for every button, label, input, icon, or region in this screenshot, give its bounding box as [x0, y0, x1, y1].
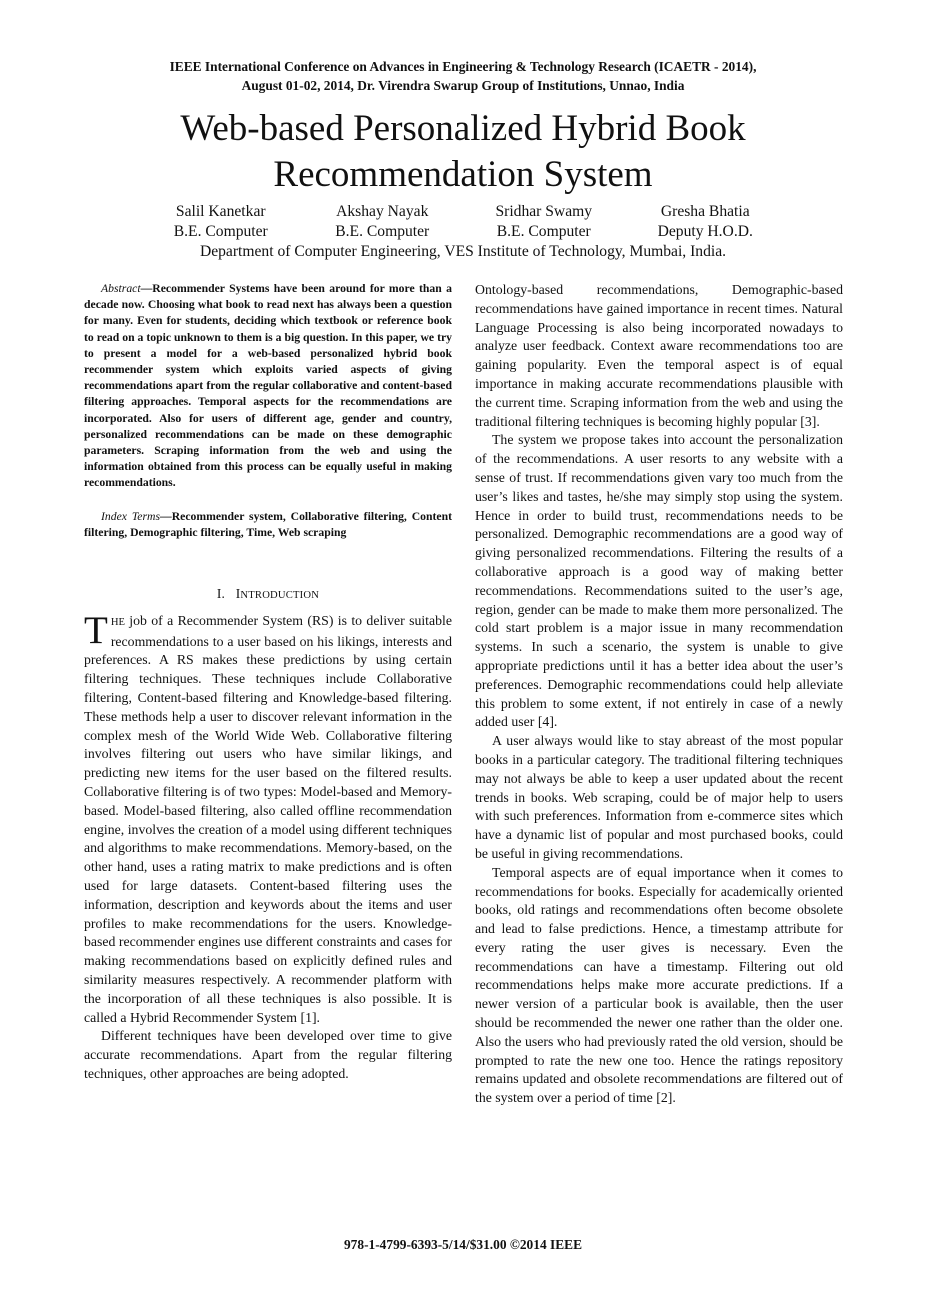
right-paragraph-2: The system we propose takes into account the personalization of the recommendations. A user resorts to any website with a sense of trust. If recommendations given vary too much from the user’s likes and tastes, he/she may simply stop using the system. Hence in order to build trust, recommendations needs to be personalized. Demographic recommendations are a good way of giving personalized recommendations. Filtering the results of a collaborative approach is a good way of making better recommendations. Recommendations suited to the user’s age, region, gender can be made to make them more personalized. The cold start problem is a major issue in many recommendation systems. In such a scenario, the system is unable to give appropriate predictions until it has a better idea about the user’s preferences. Demographic recommendations could help alleviate this problem to some extent, if not entirely in case of a newly added user [4].: [475, 432, 843, 730]
right-paragraph-3: A user always would like to stay abreast of the most popular books in a particular category. The traditional filtering techniques may not always be able to keep a user updated about the recent trends in books. Web scraping, could be of major help to users with such preferences. Information from e-commerce sites which have a dynamic list of popular and most purchased books, could be useful in giving recommendations.: [475, 733, 843, 861]
author-role: B.E. Computer: [496, 223, 591, 240]
drop-cap-smallcaps: HE: [110, 616, 125, 628]
author-block: [625, 202, 787, 242]
right-paragraph-4: Temporal aspects are of equal importance when it comes to recommendations for books. Especially for academically oriented books, old ratings and recommendations often become obsolete and lead to false predictions. Hence, a timestamp attribute for every rating the user gives is necessary. Even the recommendations can have a timestamp. Filtering out old recommendations helps make more accurate predictions. If a newer version of a particular book is available, then the user should be recommended the newer one rather than the older one. Also the users who had previously rated the old version, should be prompted to rate the new one too. Hence the ratings repository remains updated and obsolete recommendations are filtered out of the system over a period of time [2].: [475, 864, 843, 1106]
conference-line-1: IEEE International Conference on Advances in Engineering & Technology Research (ICAETR - 2014),: [169, 59, 757, 74]
index-terms: [84, 509, 452, 541]
right-column: [475, 281, 843, 1108]
section-number: I.: [216, 586, 226, 602]
abstract-label: Abstract: [101, 282, 141, 295]
abstract-dash: —: [140, 282, 153, 295]
conference-header: [60, 57, 866, 95]
index-terms-label: Index Terms: [101, 509, 160, 523]
abstract: [84, 281, 452, 492]
paper-title: [60, 106, 866, 198]
affiliation: Department of Computer Engineering, VES Institute of Technology, Mumbai, India.: [199, 243, 727, 260]
abstract-text: Recommender Systems have been around for more than a decade now. Choosing what book to read next has always been a question for many. Even for students, deciding which textbook or reference book to read on a topic unknown to them is a big question. In this paper, we try to present a model for a web-based personalized hybrid book recommender system which exploits varied aspects of giving recommendations apart from the regular collaborative and content-based filtering approaches. Temporal aspects for the recommendations are incorporated. Also for users of different age, gender and country, personalized recommendations can be made on these demographic parameters. Scraping information from the web and using the information obtained from this process can be equally useful in making recommendations.: [84, 282, 452, 490]
author-name: Gresha Bhatia: [660, 203, 750, 220]
section-title-initial: I: [235, 586, 241, 602]
intro-p1-text: job of a Recommender System (RS) is to deliver suitable recommendations to a user based on his likings, interests and preferences. A RS makes these predictions by using certain filtering techniques. These techniques include Collaborative filtering, Content-based filtering and Knowledge-based filtering. These methods help a user to discover relevant information in the complex mesh of the World Wide Web. Collaborative filtering involves filtering out users who have similar likings, and predicting new items for the user based on the filtered results. Collaborative filtering is of two types: Model-based and Memory-based. Model-based filtering, also called offline recommendation engine, involves the creation of a model using different techniques and algorithms to make recommendations. Memory-based, on the other hand, uses a rating matrix to make predictions and is often used for large datasets. Content-based filtering uses the information, description and keywords about the items and user profiles to make recommendations for the users. Knowledge-based recommender engines use different constraints and cases for making recommendations based on explicitly defined rules and similarity measures respectively. A recommender platform with the incorporation of all these techniques is also possible. It is called a Hybrid Recommender System [1].: [84, 612, 452, 1025]
author-role: B.E. Computer: [335, 223, 430, 240]
right-paragraph-1: Ontology-based recommendations, Demographic-based recommendations have gained importance in recent times. Natural Language Processing is also being incorporated nowadays to analyze user feedback. Context aware recommendations too are gaining popularity. Even the temporal aspect is of equal importance in making accurate recommendations plausible with the current time. Scraping information from the web and using the traditional filtering techniques is becoming highly popular [3].: [475, 282, 843, 429]
drop-cap: T: [84, 608, 108, 652]
title-line-2: Recommendation System: [273, 154, 653, 195]
author-name: Salil Kanetkar: [175, 203, 266, 220]
intro-paragraph-1: [84, 608, 452, 1028]
author-block: [140, 202, 302, 242]
copyright-footer: 978-1-4799-6393-5/14/$31.00 ©2014 IEEE: [343, 1237, 583, 1252]
author-role: B.E. Computer: [173, 223, 268, 240]
section-heading-introduction: [84, 585, 452, 606]
author-name: Akshay Nayak: [336, 203, 429, 220]
intro-paragraph-2: Different techniques have been developed over time to give accurate recommendations. Apart from the regular filtering techniques, other approaches are being adopted.: [84, 1028, 452, 1081]
conference-line-2: August 01-02, 2014, Dr. Virendra Swarup Group of Institutions, Unnao, India: [241, 78, 685, 93]
index-terms-dash: —: [160, 509, 172, 523]
author-list: [140, 202, 786, 242]
author-name: Sridhar Swamy: [495, 203, 593, 220]
author-role: Deputy H.O.D.: [657, 223, 753, 240]
author-block: [302, 202, 464, 242]
left-column: [84, 281, 452, 1084]
author-block: [463, 202, 625, 242]
title-line-1: Web-based Personalized Hybrid Book: [180, 108, 746, 149]
index-terms-text: Recommender system, Collaborative filtering, Content filtering, Demographic filtering, Time, Web scraping: [84, 509, 452, 539]
section-title-rest: NTRODUCTION: [240, 590, 320, 602]
